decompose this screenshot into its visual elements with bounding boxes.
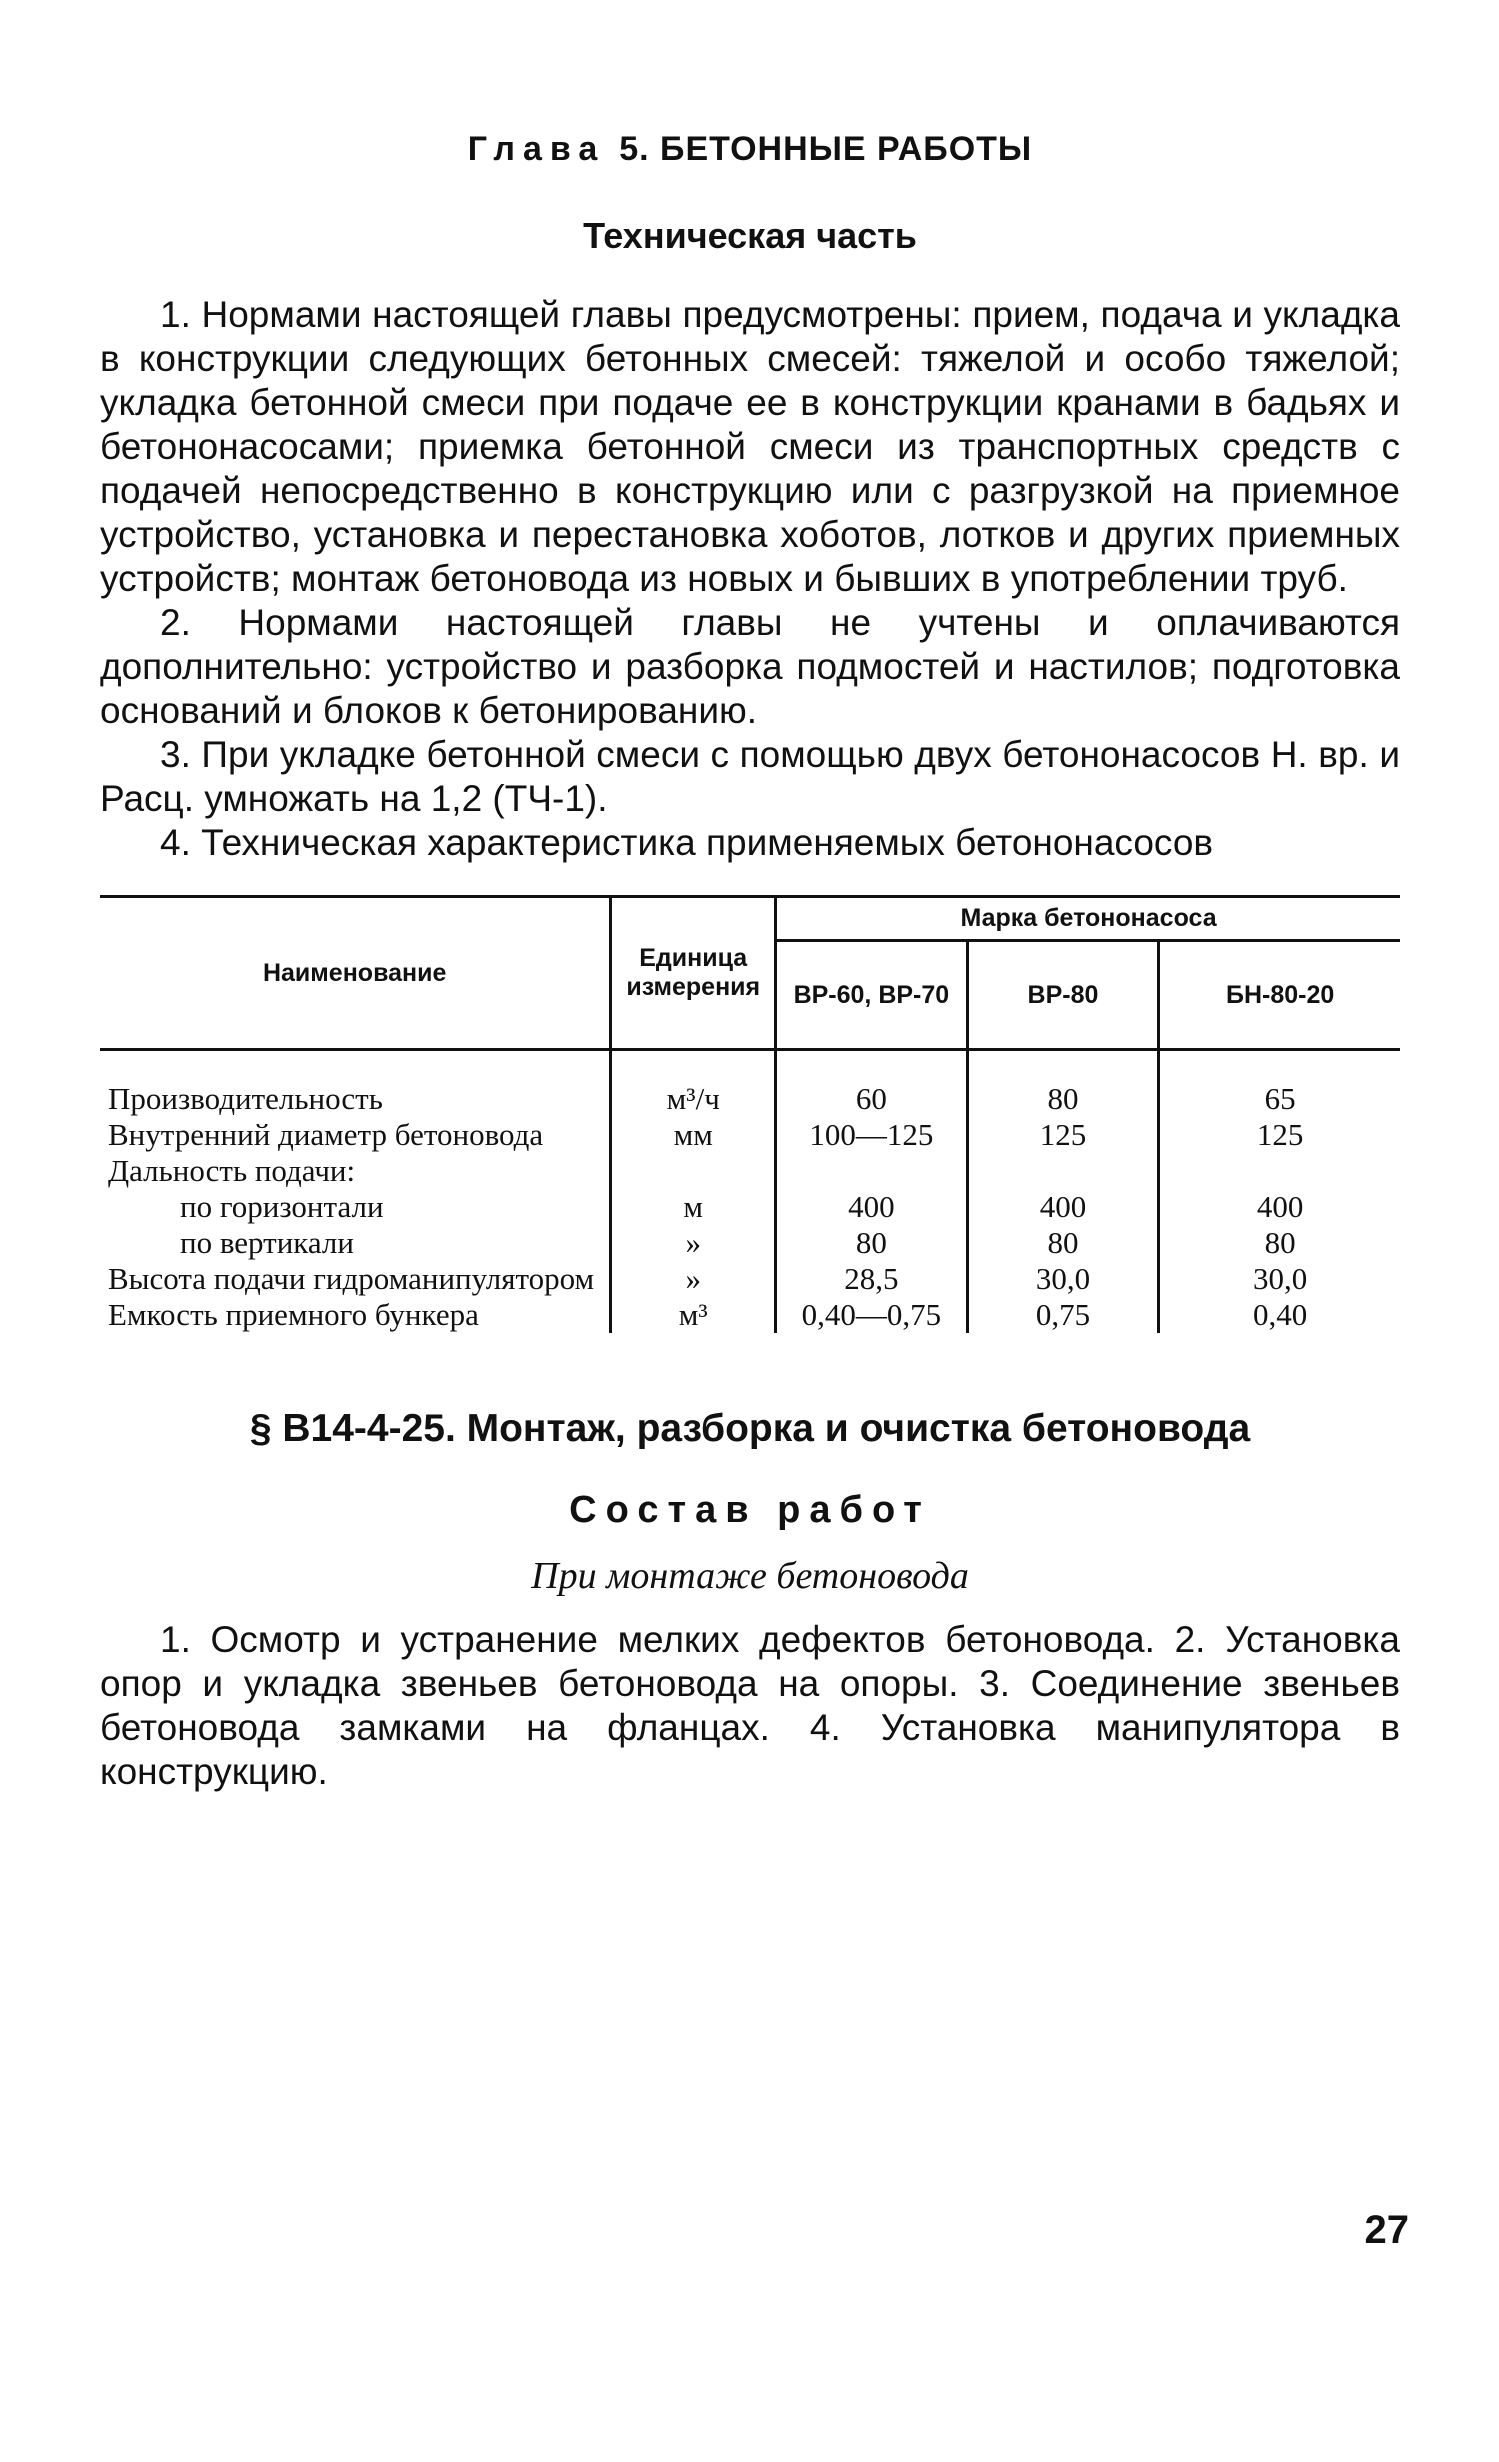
row-name: Дальность подачи: — [108, 1153, 356, 1188]
table-row — [100, 1189, 1400, 1225]
section-title: § В14-4-25. Монтаж, разборка и очистка бетоновода — [249, 1407, 1251, 1450]
table-row — [100, 1117, 1400, 1153]
row-unit: мм — [611, 1117, 776, 1153]
row-unit: м³/ч — [611, 1050, 776, 1118]
header-unit: Единица измерения — [611, 897, 776, 1050]
header-model-2: ВР-80 — [967, 941, 1159, 1050]
composition-text: 1. Осмотр и устранение мелких дефектов бетоновода. 2. Установка опор и укладка звеньев бетоновода на опоры. 3. Соединение звеньев бетоновода замками на фланцах. 4. Установка манипулятора в конструкцию. — [100, 1619, 1400, 1792]
chapter-prefix: Глава — [467, 130, 606, 168]
table-row — [100, 1297, 1400, 1333]
technical-part-title: Техническая часть — [583, 215, 917, 256]
page-number: 27 — [1364, 2208, 1409, 2252]
composition-title: Состав работ — [569, 1489, 931, 1531]
row-unit: » — [611, 1225, 776, 1261]
row-value: 400 — [1159, 1189, 1400, 1225]
header-pump-model-group: Марка бетононасоса — [776, 897, 1400, 941]
row-unit: м — [611, 1189, 776, 1225]
row-value: 65 — [1159, 1050, 1400, 1118]
row-name: Емкость приемного бункера — [108, 1297, 479, 1332]
row-value: 400 — [967, 1189, 1159, 1225]
row-value — [967, 1153, 1159, 1189]
row-value — [776, 1153, 968, 1189]
paragraph-4: 4. Техническая характеристика применяемых бетононасосов — [160, 822, 1214, 863]
row-name: Внутренний диаметр бетоновода — [108, 1117, 544, 1152]
row-value: 0,40—0,75 — [776, 1297, 968, 1333]
row-unit: м³ — [611, 1297, 776, 1333]
row-name: по горизонтали — [180, 1189, 384, 1224]
table-row — [100, 1050, 1400, 1118]
concrete-pump-spec-table — [100, 895, 1400, 1333]
row-name: Высота подачи гидроманипулятором — [108, 1261, 595, 1296]
row-name: Производительность — [108, 1081, 383, 1116]
row-value: 125 — [1159, 1117, 1400, 1153]
chapter-title: 5. БЕТОННЫЕ РАБОТЫ — [619, 130, 1033, 168]
row-value — [1159, 1153, 1400, 1189]
row-value: 80 — [1159, 1225, 1400, 1261]
row-value: 80 — [967, 1050, 1159, 1118]
table-row — [100, 1153, 1400, 1189]
paragraph-1: 1. Нормами настоящей главы предусмотрены: прием, подача и укладка в конструкции следующих бетонных смесей: тяжелой и особо тяжелой; укладка бетонной смеси при подаче ее в конструкции кранами в бадьях и бетононасосами; приемка бетонной смеси из транспортных средств с подачей непосредственно в конструкцию или с разгрузкой на приемное устройство, установка и перестановка хоботов, лотков и других приемных устройств; монтаж бетоновода из новых и бывших в употреблении труб. — [100, 294, 1400, 599]
header-name: Наименование — [100, 897, 611, 1050]
table-row — [100, 1225, 1400, 1261]
paragraph-3: 3. При укладке бетонной смеси с помощью двух бетононасосов Н. вр. и Расц. умножать на 1,2 (ТЧ-1). — [100, 734, 1400, 819]
row-value: 30,0 — [967, 1261, 1159, 1297]
page-content — [100, 120, 1400, 1794]
row-value: 28,5 — [776, 1261, 968, 1297]
row-value: 0,75 — [967, 1297, 1159, 1333]
header-model-1: ВР-60, ВР-70 — [776, 941, 968, 1050]
subsection-title: При монтаже бетоновода — [531, 1555, 969, 1597]
row-value: 0,40 — [1159, 1297, 1400, 1333]
row-unit — [611, 1153, 776, 1189]
row-value: 80 — [776, 1225, 968, 1261]
row-unit: » — [611, 1261, 776, 1297]
table-row — [100, 1261, 1400, 1297]
row-value: 60 — [776, 1050, 968, 1118]
header-model-3: БН-80-20 — [1159, 941, 1400, 1050]
row-value: 400 — [776, 1189, 968, 1225]
row-value: 30,0 — [1159, 1261, 1400, 1297]
row-value: 125 — [967, 1117, 1159, 1153]
chapter-heading — [100, 130, 1400, 169]
row-value: 80 — [967, 1225, 1159, 1261]
row-name: по вертикали — [180, 1225, 354, 1260]
paragraph-2: 2. Нормами настоящей главы не учтены и оплачиваются дополнительно: устройство и разборка подмостей и настилов; подготовка оснований и блоков к бетонированию. — [100, 602, 1400, 731]
row-value: 100—125 — [776, 1117, 968, 1153]
